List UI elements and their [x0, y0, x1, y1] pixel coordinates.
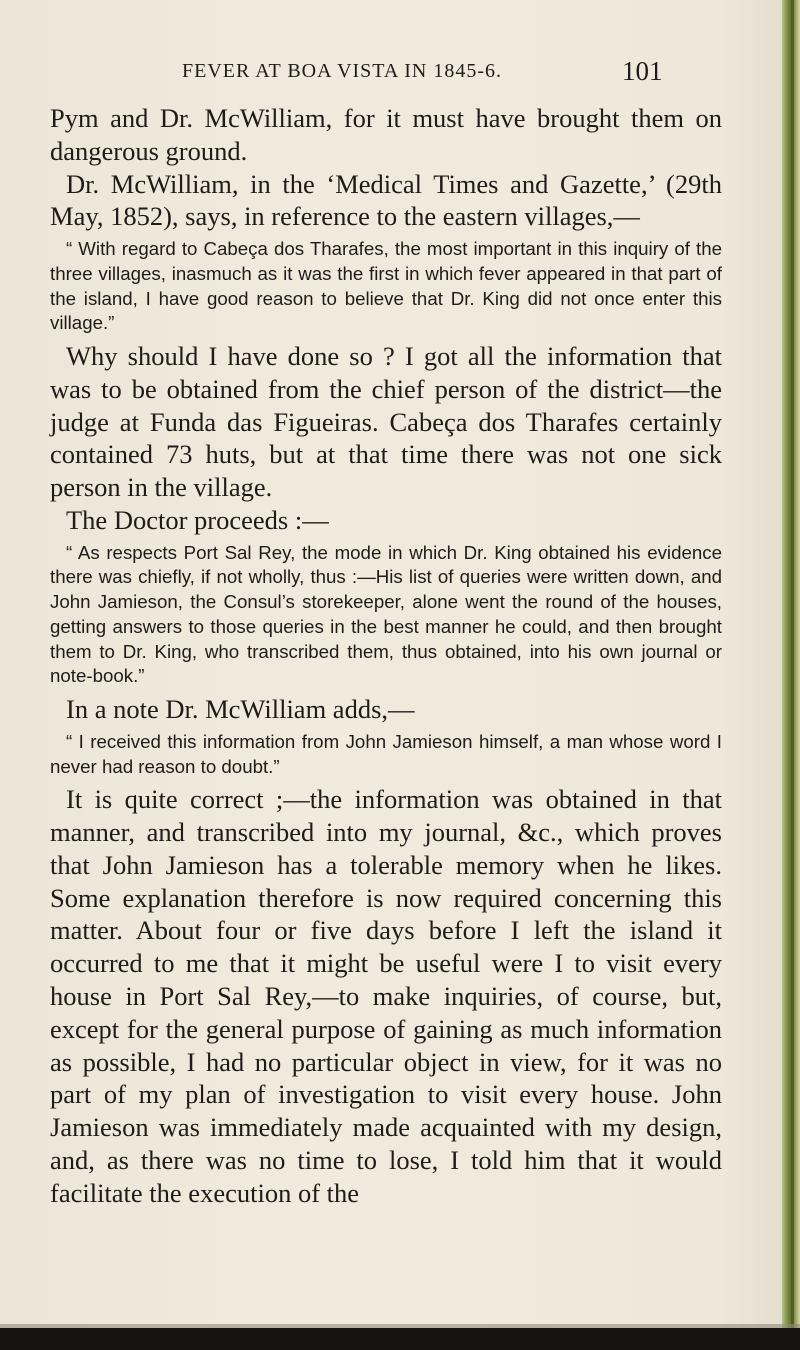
page-edge-stripe: [791, 0, 794, 1350]
paragraph-5: In a note Dr. McWilliam adds,—: [66, 694, 415, 724]
paragraph-3: Why should I have done so ? I got all the information that was to be obtained from the chief person of the district—the judge at Funda das Figueiras. Cabeça dos Tharafes certainly contained 73 huts, but at that time there was not one sick person in the village.: [50, 341, 722, 503]
quote-2: “ As respects Port Sal Rey, the mode in which Dr. King obtained his evidence there was chiefly, if not wholly, thus :—His list of queries were written down, and John Jamieson, the Consul’s storekeeper, alone went the round of the houses, getting answers to those queries in the best manner he could, and then brought them to Dr. King, who transcribed them, thus obtained, into his own journal or note-book.”: [50, 541, 722, 687]
running-title: FEVER AT BOA VISTA IN 1845-6.: [182, 60, 503, 82]
quote-1: “ With regard to Cabeça dos Tharafes, the most important in this inquiry of the three villages, inasmuch as it was the first in which fever appeared in that part of the island, I have good reason to believe that Dr. King did not once enter this village.”: [50, 238, 722, 334]
bottom-edge-bar: [0, 1328, 800, 1350]
paragraph-4: The Doctor proceeds :—: [66, 504, 329, 535]
paragraph-1: Pym and Dr. McWilliam, for it must have brought them on dangerous ground.: [50, 103, 722, 166]
body-text: [50, 102, 722, 1210]
running-header: [182, 56, 682, 86]
paragraph-2: Dr. McWilliam, in the ‘Medical Times and Gazette,’ (29th May, 1852), says, in reference to the eastern villages,—: [50, 168, 722, 232]
page-number: 101: [622, 56, 663, 86]
quote-3: “ I received this information from John Jamieson himself, a man whose word I never had reason to doubt.”: [50, 730, 722, 777]
paragraph-6: It is quite correct ;—the information was obtained in that manner, and transcribed into my journal, &c., which proves that John Jamieson has a tolerable memory when he likes. Some explanation therefore is now required concerning this matter. About four or five days before I left the island it occurred to me that it might be useful were I to visit every house in Port Sal Rey,—to make inquiries, of course, but, except for the general purpose of gaining as much information as possible, I had no particular object in view, for it was no part of my plan of investigation to visit every house. John Jamieson was immediately made acquainted with my design, and, as there was no time to lose, I told him that it would facilitate the execution of the: [50, 784, 722, 1208]
